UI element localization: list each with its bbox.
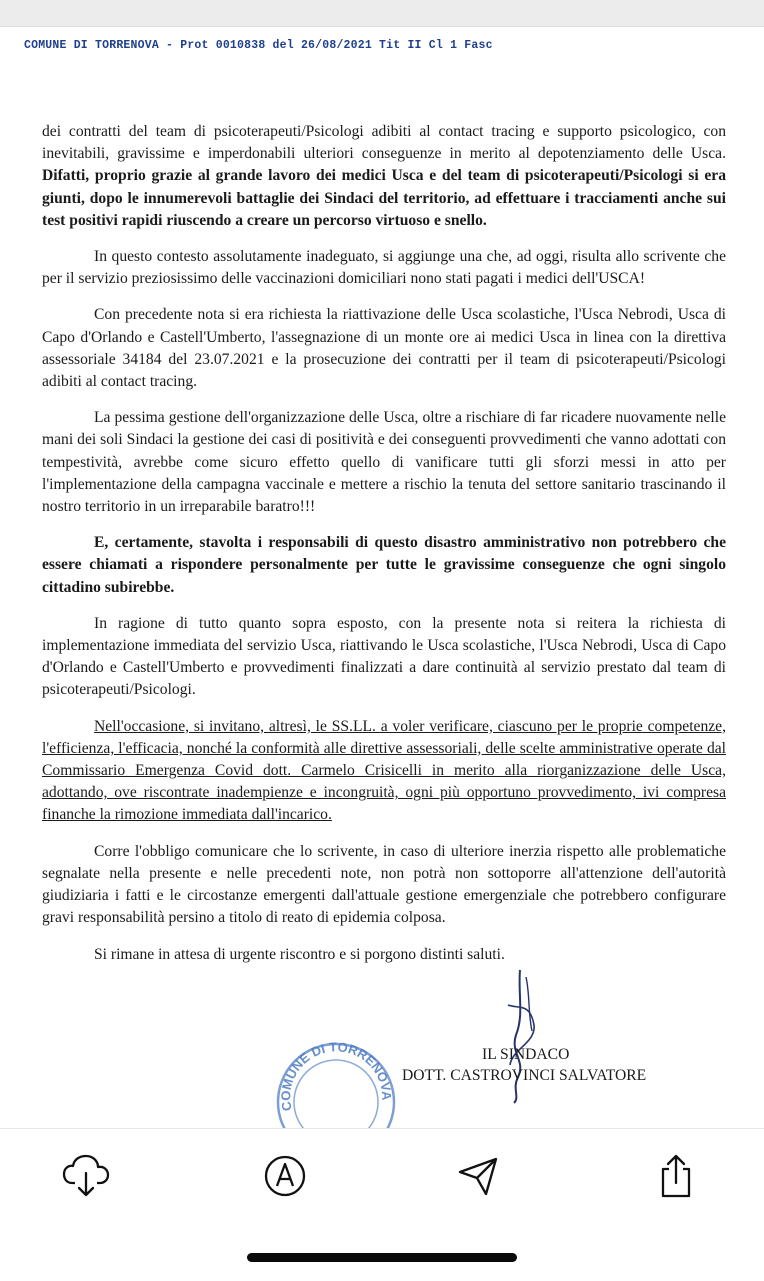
cloud-download-icon <box>61 1153 111 1199</box>
paragraph-3: Con precedente nota si era richiesta la riattivazione delle Usca scolastiche, l'Usca Nebrodi, Usca di Capo d'Orlando e Castell'Umberto, l'assegnazione di un monte ore ai medici Usca in linea con la direttiva assessoriale 34184 del 23.07.2021 e la prosecuzione dei contratti per il team di psicoterapeuti/Psicologi adibiti al contact tracing. <box>42 306 726 391</box>
protocol-stamp-line: COMUNE DI TORRENOVA - Prot 0010838 del 26/08/2021 Tit II Cl 1 Fasc <box>24 39 493 52</box>
home-indicator[interactable] <box>247 1253 517 1262</box>
paragraph-1 <box>42 121 726 232</box>
paragraph-4: La pessima gestione dell'organizzazione delle Usca, oltre a rischiare di far ricadere nuovamente nelle mani dei soli Sindaci la gestione dei casi di positività e dei conseguenti provvedimenti che vanno adottati con tempestività, avrebbe come sicuro effetto quello di vanificare tutti gli sforzi messi in atto per l'implementazione della campagna vaccinale e mettere a rischio la tenuta del settore sanitario trascinando il nostro territorio in un irreparabile baratro!!! <box>42 409 726 516</box>
stamp-text: COMUNE DI TORRENOVA <box>278 1039 395 1113</box>
signature-block <box>402 1044 646 1086</box>
share-icon <box>656 1153 696 1199</box>
share-button[interactable] <box>650 1150 702 1202</box>
paragraph-5-bold: E, certamente, stavolta i responsabili di questo disastro amministrativo non potrebbero che essere chiamati a rispondere personalmente per tutte le gravissime conseguenze che ogni singolo cittadino subirebbe. <box>42 534 726 596</box>
paragraph-1-text: dei contratti del team di psicoterapeuti/Psicologi adibiti al contact tracing e supporto psicologico, con inevitabili, gravissime e imperdonabili ulteriori conseguenze in merito al depotenziamento delle Usca. <box>42 123 726 163</box>
svg-text:COMUNE DI TORRENOVA <box>278 1039 394 1112</box>
signature-title: IL SINDACO <box>482 1046 570 1063</box>
closing-line: Si rimane in attesa di urgente riscontro e si porgono distinti saluti. <box>94 945 505 963</box>
paragraph-8: Corre l'obbligo comunicare che lo scrivente, in caso di ulteriore inerzia rispetto alle problematiche segnalate nella presente e nelle precedenti note, non potrà non sottoporre all'attenzione dell'autorità giudiziaria i fatti e le circostanze emergenti dall'attuale gestione emergenziale che potrebbero configurare gravi responsabilità persino a titolo di reato di epidemia colposa. <box>42 842 726 927</box>
letter-body <box>42 121 726 980</box>
top-status-strip <box>0 0 764 27</box>
send-icon <box>456 1154 500 1198</box>
signature-name: DOTT. CASTROVINCI SALVATORE <box>402 1067 647 1084</box>
paragraph-5 <box>42 532 726 599</box>
paragraph-7 <box>42 716 726 827</box>
send-button[interactable] <box>452 1150 504 1202</box>
download-button[interactable] <box>60 1150 112 1202</box>
markup-button[interactable] <box>259 1150 311 1202</box>
paragraph-6: In ragione di tutto quanto sopra esposto, con la presente nota si reitera la richiesta di implementazione immediata del servizio Usca, riattivando le Usca scolastiche, l'Usca Nebrodi, Usca di Capo d'Orlando e Castell'Umberto e provvedimenti finalizzati a dare continuità al servizio prestato dal team di psicoterapeuti/Psicologi. <box>42 614 726 699</box>
paragraph-1-bold: Difatti, proprio grazie al grande lavoro dei medici Usca e del team di psicoterapeuti/Psicologi si era giunti, dopo le innumerevoli battaglie dei Sindaci del territorio, ad effettuare i tracciamenti anche sui test positivi rapidi riuscendo a creare un percorso virtuoso e snello. <box>42 167 726 229</box>
paragraph-2: In questo contesto assolutamente inadeguato, si aggiunge una che, ad oggi, risulta allo scrivente che per il servizio preziosissimo delle vaccinazioni domiciliari nono stati pagati i medici dell'USCA! <box>42 248 726 288</box>
paragraph-7-underlined: Nell'occasione, si invitano, altresì, le SS.LL. a voler verificare, ciascuno per le proprie competenze, l'efficienza, l'efficacia, nonché la conformità alle direttive assessoriali, delle scelte amministrative operate dal Commissario Emergenza Covid dott. Carmelo Crisicelli in merito alla riorganizzazione delle Usca, adottando, ove riscontrate inadempienze e incongruità, ogni più opportuno provvedimento, ivi compresa finanche la rimozione immediata dall'incarico. <box>42 717 726 824</box>
markup-pen-icon <box>263 1154 307 1198</box>
